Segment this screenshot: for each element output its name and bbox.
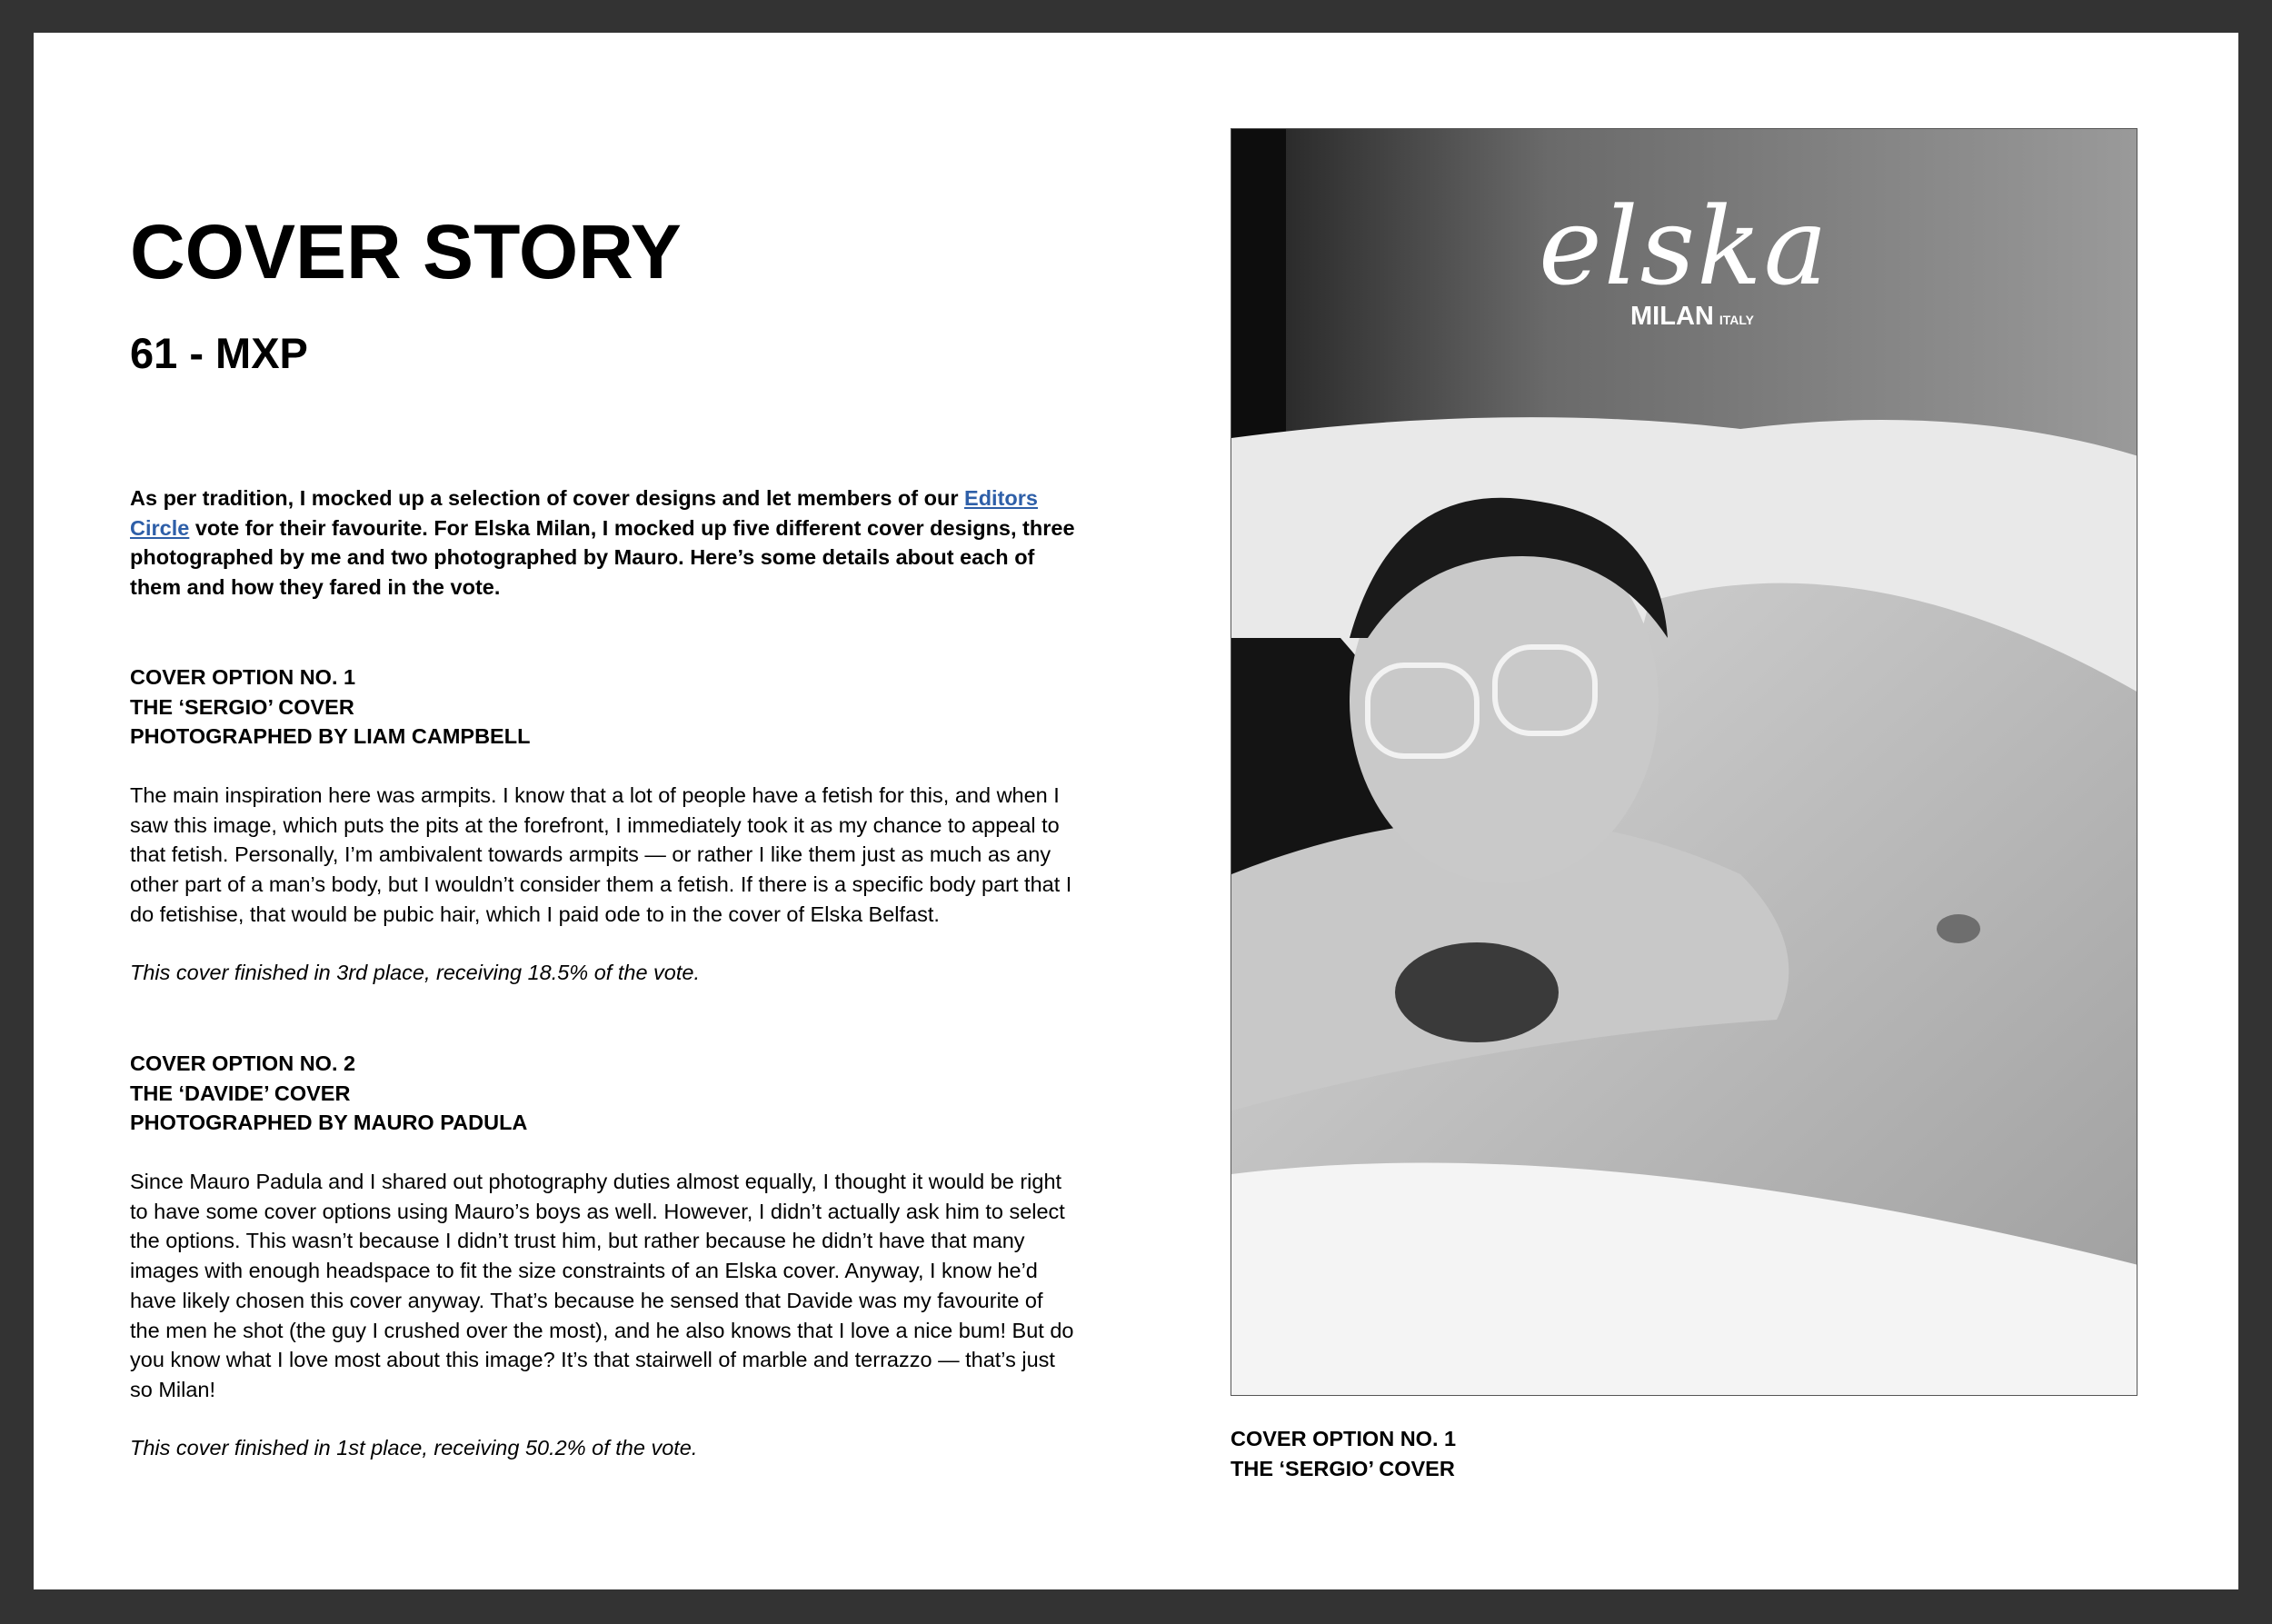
cover-option-1-body: The main inspiration here was armpits. I know that a lot of people have a fetish for this, and when I saw this image, which puts the pits at the forefront, I immediately took it as my chance to appeal to that fetish. Personally, I’m ambivalent towards armpits — or rather I like them just as much as any other part of a man’s body, but I wouldn’t consider them a fetish. If there is a specific body part that I do fetishise, that would be pubic hair, which I paid ode to in the cover of Elska Belfast. [130, 783, 1072, 926]
cover-edition-label [1231, 304, 2137, 330]
caption-line-1: COVER OPTION NO. 1 [1231, 1427, 1457, 1450]
intro-paragraph [130, 483, 1075, 603]
cover-option-2-body: Since Mauro Padula and I shared out photography duties almost equally, I thought it would be right to have some cover options using Mauro’s boys as well. However, I didn’t actually ask him to select the options. This wasn’t because I didn’t trust him, but rather because he didn’t have that many images with enough headspace to fit the size constraints of an Elska cover. Anyway, I know he’d have likely chosen this cover anyway. That’s because he sensed that Davide was my favourite of the men he shot (the guy I crushed over the most), and he also knows that I love a nice bum! But do you know what I love most about this image? It’s that stairwell of marble and terrazzo — that’s just so Milan! [130, 1170, 1074, 1401]
option-photographer-label: PHOTOGRAPHED BY LIAM CAMPBELL [130, 724, 531, 749]
intro-text-after: vote for their favourite. For Elska Milan, I mocked up five different cover designs, three photographed by me and two photographed by Mauro. Here’s some details about each of them and how they fared in the vote. [130, 515, 1075, 600]
page-title: COVER STORY [130, 209, 682, 294]
page-subtitle: 61 - MXP [130, 329, 308, 377]
option-number-label: COVER OPTION NO. 1 [130, 665, 356, 689]
cover-option-1-heading [130, 663, 1075, 752]
cover-country: ITALY [1719, 313, 1754, 327]
cover-image [1231, 128, 2137, 1396]
option-name-label: THE ‘DAVIDE’ COVER [130, 1081, 351, 1105]
option-name-label: THE ‘SERGIO’ COVER [130, 694, 354, 719]
option-number-label: COVER OPTION NO. 2 [130, 1051, 356, 1075]
cover-option-1-result: This cover finished in 3rd place, receiving 18.5% of the vote. [130, 961, 701, 984]
cover-option-2-result: This cover finished in 1st place, receiving 50.2% of the vote. [130, 1436, 698, 1460]
image-caption [1231, 1424, 1456, 1483]
intro-text-before: As per tradition, I mocked up a selection of cover designs and let members of our [130, 486, 965, 510]
document-page [34, 33, 2238, 1589]
elska-logo: elska [1539, 184, 1829, 309]
editors-circle-link[interactable]: Editors Circle [130, 486, 1038, 540]
cover-city: MILAN [1630, 302, 1714, 331]
option-photographer-label: PHOTOGRAPHED BY MAURO PADULA [130, 1111, 528, 1135]
cover-option-2-heading [130, 1049, 1075, 1138]
caption-line-2: THE ‘SERGIO’ COVER [1231, 1456, 1455, 1480]
